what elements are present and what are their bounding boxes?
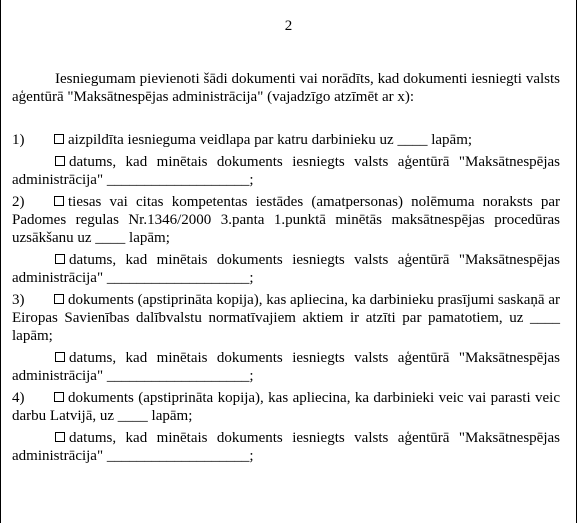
item-text: dokuments (apstiprināta kopija), kas apliecina, ka darbinieki veic vai parasti veic darbu Latvijā, uz ____ lapām; — [12, 390, 560, 424]
date-line-4 — [12, 429, 560, 465]
item-text: tiesas vai citas kompetentas iestādes (amatpersonas) nolēmuma noraksts par Padomes regulas Nr.1346/2000 3.panta 1.punktā minētās maksātnespējas procedūras uzsākšanu uz ____ lapām; — [12, 194, 560, 246]
date-line-1 — [12, 153, 560, 189]
item-number: 3) — [12, 292, 25, 308]
checkbox-icon[interactable] — [55, 352, 65, 362]
date-line-3 — [12, 349, 560, 385]
checkbox-icon[interactable] — [54, 134, 64, 144]
item-number: 2) — [12, 194, 25, 210]
list-item-1 — [12, 131, 560, 149]
item-text: aizpildīta iesnieguma veidlapa par katru darbinieku uz ____ lapām; — [68, 132, 473, 148]
date-line-text: datums, kad minētais dokuments iesniegts valsts aģentūrā "Maksātnespējas administrācija" ___________________; — [12, 430, 560, 464]
checkbox-icon[interactable] — [54, 196, 64, 206]
item-number: 1) — [12, 132, 25, 148]
checkbox-icon[interactable] — [54, 392, 64, 402]
document-body — [12, 70, 560, 469]
date-line-text: datums, kad minētais dokuments iesniegts valsts aģentūrā "Maksātnespējas administrācija" ___________________; — [12, 252, 560, 286]
list-item-3 — [12, 291, 560, 345]
list-item-4 — [12, 389, 560, 425]
list-item-2 — [12, 193, 560, 247]
page-number: 2 — [284, 18, 293, 34]
date-line-text: datums, kad minētais dokuments iesniegts valsts aģentūrā "Maksātnespējas administrācija" ___________________; — [12, 154, 560, 188]
checkbox-icon[interactable] — [55, 254, 65, 264]
date-line-text: datums, kad minētais dokuments iesniegts valsts aģentūrā "Maksātnespējas administrācija" ___________________; — [12, 350, 560, 384]
item-text: dokuments (apstiprināta kopija), kas apliecina, ka darbinieku prasījumi saskaņā ar Eiropas Savienības dalībvalstu normatīvajiem aktiem ir atzīti par pamatotiem, uz ____ lapām; — [12, 292, 560, 344]
item-number: 4) — [12, 390, 25, 406]
checkbox-icon[interactable] — [55, 432, 65, 442]
checkbox-icon[interactable] — [55, 156, 65, 166]
date-line-2 — [12, 251, 560, 287]
intro-paragraph: Iesniegumam pievienoti šādi dokumenti vai norādīts, kad dokumenti iesniegti valsts aģentūrā "Maksātnespējas administrācija" (vajadzīgo atzīmēt ar x): — [12, 71, 560, 105]
checkbox-icon[interactable] — [54, 294, 64, 304]
